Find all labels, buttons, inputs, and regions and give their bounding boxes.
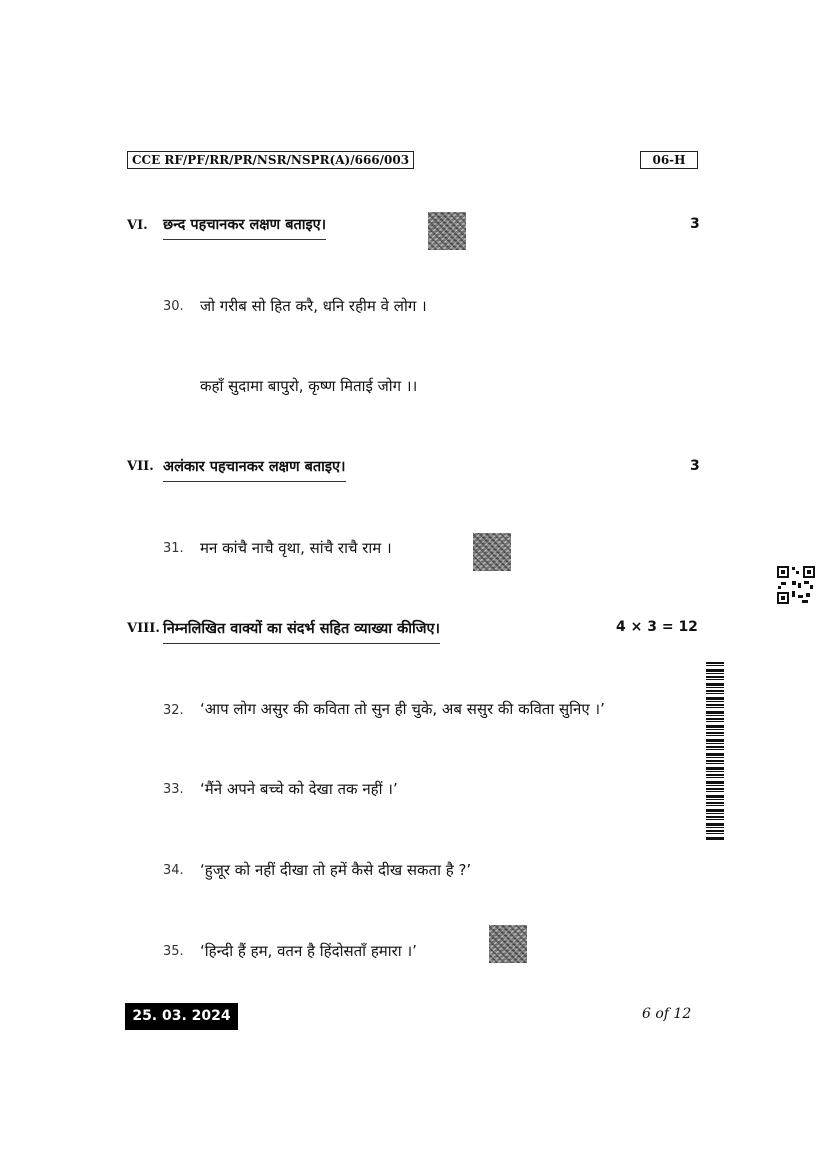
section-title: छन्द पहचानकर लक्षण बताइए। (163, 214, 326, 240)
question-text: कहाँ सुदामा बापुरो, कृष्ण मिताई जोग ।। (200, 377, 418, 395)
page-number: 6 of 12 (642, 1006, 692, 1022)
exam-date: 25. 03. 2024 (125, 1003, 238, 1030)
section-number: VI. (127, 218, 148, 233)
barcode (706, 662, 724, 840)
section-title: अलंकार पहचानकर लक्षण बताइए। (163, 456, 346, 482)
watermark-noise-image (473, 533, 511, 571)
section-number: VIII. (127, 621, 160, 636)
section-number: VII. (127, 459, 154, 474)
section-marks: 3 (690, 458, 700, 474)
question-number: 31. (163, 541, 184, 556)
qr-code-icon (776, 565, 816, 605)
question-number: 34. (163, 863, 184, 878)
question-text: ‘आप लोग असुर की कविता तो सुन ही चुके, अब ससुर की कविता सुनिए ।’ (200, 700, 605, 718)
question-text: ‘मैंने अपने बच्चे को देखा तक नहीं ।’ (200, 780, 398, 798)
question-number: 30. (163, 299, 184, 314)
watermark-noise-image (428, 212, 466, 250)
question-text: मन कांचै नाचै वृथा, सांचै राचै राम । (200, 539, 392, 557)
question-number: 35. (163, 944, 184, 959)
question-text: ‘हिन्दी हैं हम, वतन है हिंदोसताँ हमारा ।’ (200, 942, 417, 960)
section-marks: 4 × 3 = 12 (616, 619, 698, 635)
watermark-noise-image (489, 925, 527, 963)
question-text: ‘हुजूर को नहीं दीखा तो हमें कैसे दीख सकता है ?’ (200, 861, 472, 879)
section-marks: 3 (690, 216, 700, 232)
question-number: 32. (163, 703, 184, 718)
subject-code: 06-H (640, 151, 698, 169)
question-number: 33. (163, 782, 184, 797)
paper-code: CCE RF/PF/RR/PR/NSR/NSPR(A)/666/003 (127, 151, 414, 169)
section-title: निम्नलिखित वाक्यों का संदर्भ सहित व्याख्या कीजिए। (163, 618, 440, 644)
question-text: जो गरीब सो हित करै, धनि रहीम वे लोग । (200, 297, 427, 315)
